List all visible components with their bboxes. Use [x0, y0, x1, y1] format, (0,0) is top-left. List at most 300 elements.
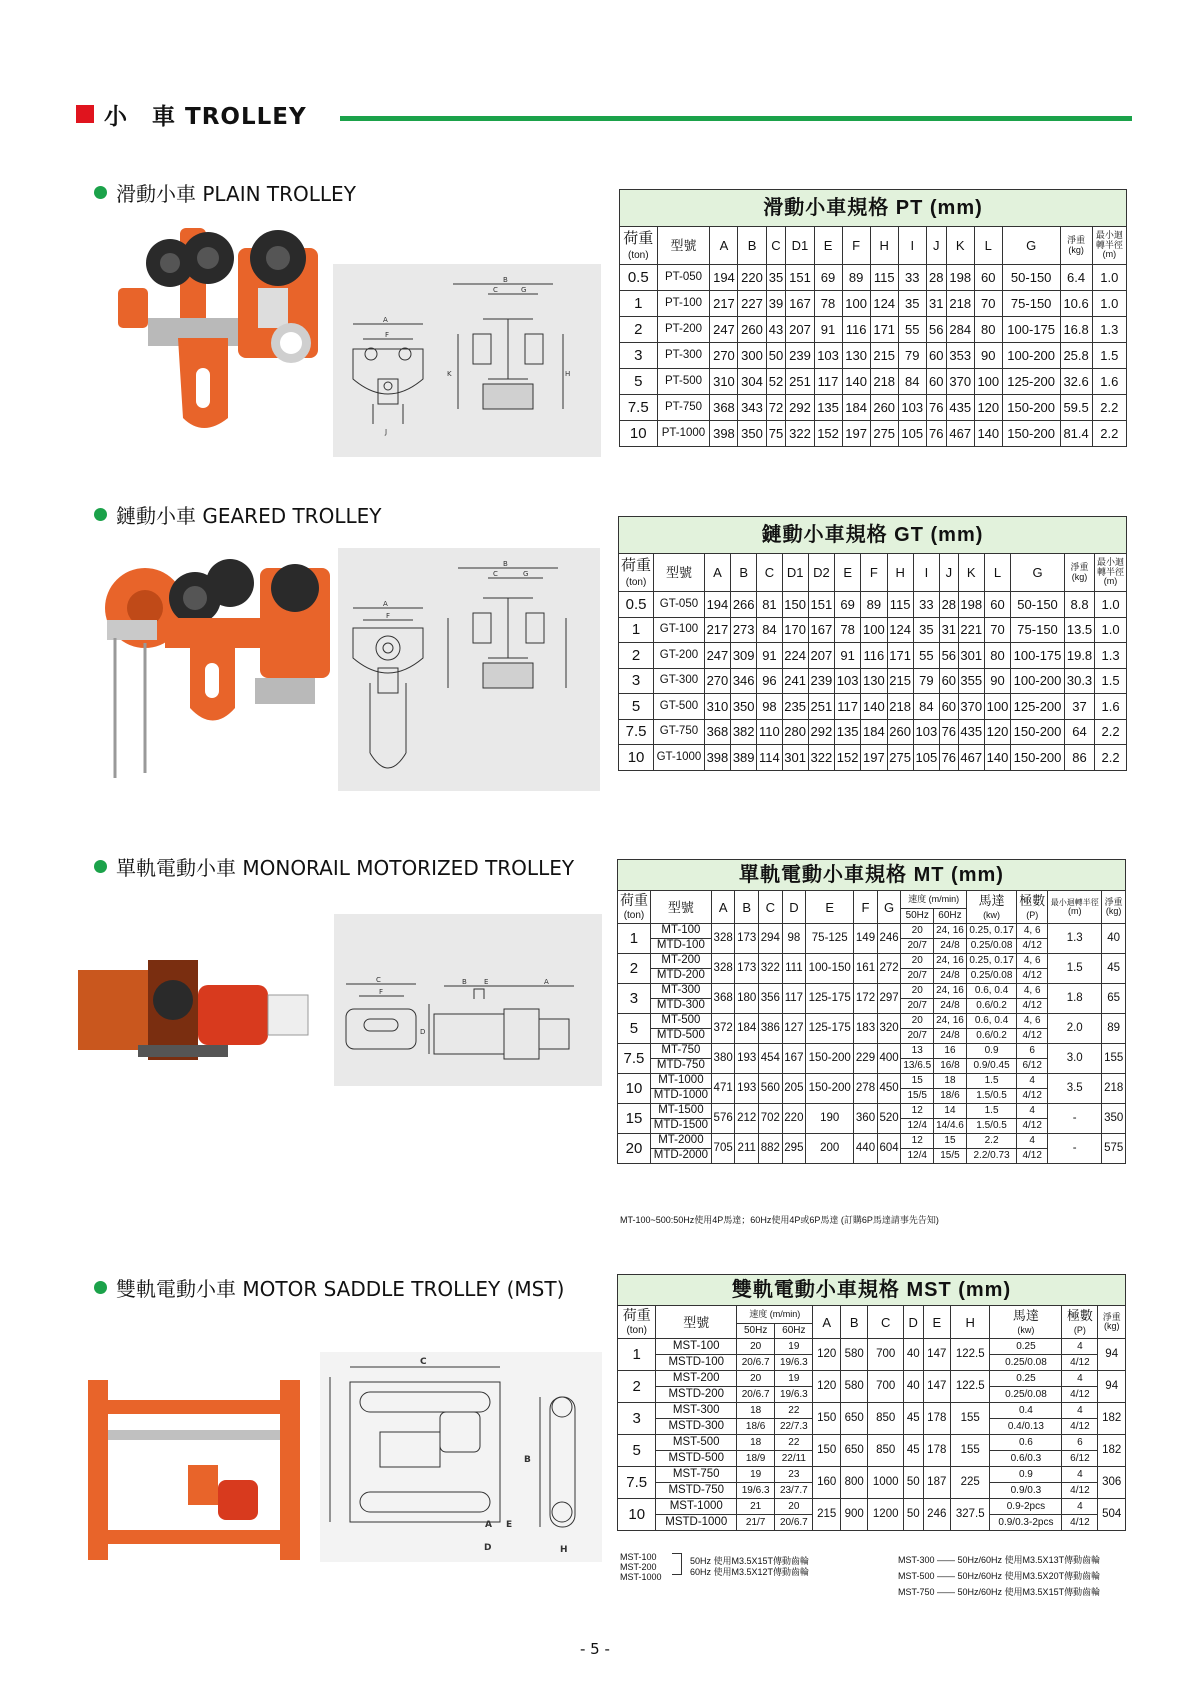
table-cell: 251: [808, 694, 834, 720]
table-cell: 13.5: [1064, 617, 1094, 643]
table-cell: 20/7: [901, 1029, 934, 1044]
table-cell: 0.6/0.3: [990, 1451, 1062, 1467]
table-cell: 5: [619, 694, 654, 720]
table-cell: 173: [735, 924, 759, 954]
table-cell: 43: [766, 317, 786, 343]
table-cell: 140: [842, 369, 870, 395]
table-cell: 1.3: [1092, 317, 1126, 343]
table-cell: 171: [887, 643, 913, 669]
table-cell: 900: [840, 1499, 868, 1531]
table-cell: 187: [923, 1467, 951, 1499]
table-cell: 12: [901, 1104, 934, 1119]
table-cell: 0.25: [990, 1371, 1062, 1387]
table-cell: 2: [619, 643, 654, 669]
table-cell: 4/12: [1062, 1355, 1098, 1371]
table-cell: MST-200: [656, 1371, 737, 1387]
table-cell: 125-175: [806, 984, 854, 1014]
table-cell: 4, 6: [1017, 924, 1048, 939]
table-cell: MTD-100: [650, 939, 711, 954]
table-cell: 50-150: [1011, 592, 1065, 618]
table-cell: 350: [738, 421, 766, 447]
table-cell: 2.2: [1095, 719, 1127, 745]
table-cell: 167: [808, 617, 834, 643]
table-cell: 0.9/0.3: [990, 1483, 1062, 1499]
table-cell: 1.8: [1048, 984, 1102, 1014]
table-cell: 227: [738, 291, 766, 317]
table-cell: 18/6: [934, 1089, 967, 1104]
table-cell: 198: [958, 592, 984, 618]
col-header: 淨重 (kg): [1060, 227, 1092, 265]
table-cell: 368: [704, 719, 730, 745]
table-cell: 292: [786, 395, 814, 421]
table-cell: 91: [814, 317, 842, 343]
table-cell: 140: [861, 694, 887, 720]
table-cell: 4/12: [1062, 1515, 1098, 1531]
table-cell: 198: [946, 265, 974, 291]
table-cell: 115: [887, 592, 913, 618]
monorail-trolley-photo: [78, 960, 310, 1075]
table-cell: 194: [710, 265, 738, 291]
svg-text:C: C: [420, 1357, 427, 1367]
pt-spec-table: 滑動小車規格 PT (mm) 荷重 (ton) 型號 A B C D1 E F H I J K L G 淨重 (kg) 最小迴 轉半徑 (m) 0.5 PT-050 194 220 35 151 69 89 115 33 28 198 60 50-150 6.4 1.0 1 PT-100 217 227 39 167 78 100 124 35 31 218 70 75-150 10.6 1.0 2 PT-200 247 260 43 207 91 116 171 55 56 284 80 100-175 16.8 1.3 3 PT-300 270 300 50 239 103 130 215 79 60 353 90 100-200 25.8 1.5 5 PT-500 310 304 52 251 117 140 218 84 60 370 100 125-200 32.6 1.6 7.5 PT-750 368 343 72 292 135 184 260 103 76 435 120 150-200 59.5 2.2 10 PT-1000 398 350 75 322 152 197 275 105 76 467 140 150-200 81.4 2.2: [619, 189, 1127, 447]
table-cell: 467: [946, 421, 974, 447]
table-cell: PT-300: [657, 343, 710, 369]
red-square-marker: [76, 105, 94, 123]
table-cell: 89: [1102, 1014, 1126, 1044]
table-cell: 35: [913, 617, 939, 643]
table-cell: 135: [835, 719, 861, 745]
table-cell: 20: [901, 924, 934, 939]
table-cell: 16/8: [934, 1059, 967, 1074]
table-row: [618, 984, 1126, 999]
table-row: [618, 1014, 1126, 1029]
table-cell: 20: [901, 954, 934, 969]
table-cell: 90: [974, 343, 1002, 369]
table-cell: 135: [814, 395, 842, 421]
table-cell: 702: [759, 1104, 783, 1134]
table-cell: 7.5: [619, 719, 654, 745]
table-cell: 284: [946, 317, 974, 343]
table-cell: 1.3: [1095, 643, 1127, 669]
table-cell: 24, 16: [934, 984, 967, 999]
table-cell: 207: [786, 317, 814, 343]
table-cell: 1.6: [1092, 369, 1126, 395]
table-cell: 3: [619, 668, 654, 694]
table-cell: 100-175: [1002, 317, 1060, 343]
table-cell: 167: [786, 291, 814, 317]
table-cell: 310: [704, 694, 730, 720]
table-cell: 4/12: [1017, 1119, 1048, 1134]
gt-table-caption: 鏈動小車規格 GT (mm): [619, 517, 1127, 554]
svg-text:H: H: [565, 370, 571, 378]
col-header: 荷重 (ton): [620, 227, 658, 265]
table-row: [618, 1467, 1126, 1483]
table-cell: MT-750: [650, 1044, 711, 1059]
table-cell: 247: [704, 643, 730, 669]
table-cell: 1.5/0.5: [966, 1119, 1016, 1134]
table-cell: 301: [958, 643, 984, 669]
table-cell: 215: [887, 668, 913, 694]
monorail-trolley-drawing: [334, 914, 602, 1086]
table-cell: 140: [984, 745, 1010, 771]
table-cell: 14: [934, 1104, 967, 1119]
table-cell: 4/12: [1062, 1419, 1098, 1435]
table-cell: 294: [759, 924, 783, 954]
table-cell: 882: [759, 1134, 783, 1164]
table-cell: 328: [711, 924, 735, 954]
table-cell: 0.9: [966, 1044, 1016, 1059]
svg-text:F: F: [379, 988, 384, 996]
table-cell: 60: [984, 592, 1010, 618]
table-cell: 368: [711, 984, 735, 1014]
table-cell: 0.9-2pcs: [990, 1499, 1062, 1515]
table-cell: 398: [704, 745, 730, 771]
table-cell: 20: [737, 1339, 775, 1355]
table-row: [619, 668, 1127, 694]
table-row: [620, 343, 1127, 369]
table-cell: 75: [766, 421, 786, 447]
table-cell: 13: [901, 1044, 934, 1059]
table-cell: 1200: [868, 1499, 903, 1531]
table-cell: 103: [814, 343, 842, 369]
pt-table-caption: 滑動小車規格 PT (mm): [620, 190, 1127, 227]
table-cell: 184: [842, 395, 870, 421]
table-cell: 215: [870, 343, 898, 369]
table-cell: 50-150: [1002, 265, 1060, 291]
table-cell: 0.9/0.3-2pcs: [990, 1515, 1062, 1531]
mst-note-right: MST-300 ―― 50Hz/60Hz 使用M3.5X13T傳動齒輪 MST-500 ―― 50Hz/60Hz 使用M3.5X20T傳動齒輪 MST-750 ―― 50Hz/60Hz 使用M3.5X15T傳動齒輪: [898, 1555, 1101, 1597]
table-cell: MSTD-750: [656, 1483, 737, 1499]
plain-trolley-drawing: [333, 264, 601, 457]
table-cell: MTD-200: [650, 969, 711, 984]
table-cell: 100-200: [1011, 668, 1065, 694]
table-cell: 150-200: [806, 1074, 854, 1104]
table-cell: 22/11: [775, 1451, 813, 1467]
table-cell: 1.5: [966, 1074, 1016, 1089]
table-cell: 197: [861, 745, 887, 771]
table-row: [618, 1403, 1126, 1419]
table-cell: 278: [854, 1074, 878, 1104]
table-cell: 24/8: [934, 969, 967, 984]
table-cell: 56: [940, 643, 959, 669]
table-cell: 20/6.7: [775, 1515, 813, 1531]
table-cell: 161: [854, 954, 878, 984]
mt-table-caption: 單軌電動小車規格 MT (mm): [618, 860, 1126, 891]
table-cell: GT-200: [654, 643, 705, 669]
table-cell: 224: [782, 643, 808, 669]
table-cell: 382: [731, 719, 757, 745]
table-cell: MST-300: [656, 1403, 737, 1419]
table-cell: 10: [618, 1074, 651, 1104]
table-cell: MSTD-100: [656, 1355, 737, 1371]
table-cell: 355: [958, 668, 984, 694]
table-cell: 152: [814, 421, 842, 447]
table-row: [619, 617, 1127, 643]
table-cell: 1.5: [966, 1104, 1016, 1119]
table-cell: 800: [840, 1467, 868, 1499]
table-cell: 0.6/0.2: [966, 999, 1016, 1014]
table-cell: 86: [1064, 745, 1094, 771]
table-cell: 35: [766, 265, 786, 291]
table-cell: 94: [1098, 1371, 1126, 1403]
table-cell: 19/6.3: [737, 1483, 775, 1499]
table-cell: 239: [808, 668, 834, 694]
table-cell: 604: [877, 1134, 901, 1164]
table-cell: 65: [1102, 984, 1126, 1014]
table-cell: 78: [814, 291, 842, 317]
table-cell: 150-200: [1002, 395, 1060, 421]
table-cell: PT-050: [657, 265, 710, 291]
table-cell: 0.6: [990, 1435, 1062, 1451]
table-cell: 4/12: [1017, 1149, 1048, 1164]
table-row: [619, 694, 1127, 720]
table-cell: 3.0: [1048, 1044, 1102, 1074]
table-cell: 151: [786, 265, 814, 291]
table-cell: 33: [913, 592, 939, 618]
table-cell: 3: [618, 984, 651, 1014]
table-cell: 3: [620, 343, 658, 369]
table-cell: 292: [808, 719, 834, 745]
plain-trolley-photo: [108, 218, 328, 448]
mt-spec-table: 單軌電動小車規格 MT (mm) 荷重 (ton) 型號 A B C D E F G 速度 (m/min) 馬達 (kw) 極數 (P) 最小迴轉半徑 (m) 淨重 (kg) 50Hz 60Hz 1 MT-100 328 173 294 98 75-125 149 246 20 24, 16 0.25, 0.17 4, 6 1.3 40 MTD-100 20/7 24/8 0.25/0.08 4/12 2 MT-200 328 173 322 111 100-150 161 272 20 24, 16 0.25, 0.17 4, 6 1.5 45 MTD-200 20/7 24/8 0.25/0.08 4/12 3 MT-300 368 180 356 117 125-175 172 297 20 24, 16 0.6, 0.4 4, 6 1.8 65 MTD-300 20/7 24/8 0.6/0.2 4/12 5 MT-500 372 184 386 127 125-175 183 320 20 24, 16 0.6, 0.4 4, 6 2.0 89 MTD-500 20/7 24/8 0.6/0.2 4/12 7.5 MT-750 380 193 454 167 150-200 229 400 13 16 0.9 6 3.0 155 MTD-750 13/6.5 16/8 0.9/0.45 6/12 10 MT-1000 471 193 560 205 150-200 278 450 15 18 1.5 4 3.5 218 MTD-1000 15/5 18/6 1.5/0.5 4/12 15 MT-1500 576 212 702 220 190 360 520 12 14 1.5 4 - 350 MTD-1500 12/4 14/4.6 1.5/0.5 4/12 20 MT-2000 705 211 882 295 200 440 604 12 15 2.2 4 - 575 MTD-2000 12/4 15/5 2.2/0.73 4/12: [617, 859, 1126, 1164]
table-cell: MTD-300: [650, 999, 711, 1014]
table-cell: 127: [782, 1014, 806, 1044]
table-cell: 218: [1102, 1074, 1126, 1104]
table-cell: 220: [782, 1104, 806, 1134]
table-cell: 272: [877, 954, 901, 984]
table-cell: 21/7: [737, 1515, 775, 1531]
svg-text:C: C: [376, 976, 381, 984]
svg-text:J: J: [385, 428, 388, 436]
table-cell: 0.5: [619, 592, 654, 618]
table-cell: 69: [814, 265, 842, 291]
table-cell: 304: [738, 369, 766, 395]
table-cell: MT-500: [650, 1014, 711, 1029]
table-cell: 6/12: [1017, 1059, 1048, 1074]
table-cell: 40: [1102, 924, 1126, 954]
table-cell: 120: [813, 1371, 841, 1403]
table-cell: 4: [1017, 1134, 1048, 1149]
table-cell: 94: [1098, 1339, 1126, 1371]
table-cell: 19/6.3: [775, 1355, 813, 1371]
table-cell: 360: [854, 1104, 878, 1134]
table-cell: MSTD-1000: [656, 1515, 737, 1531]
mst-spec-table: 雙軌電動小車規格 MST (mm) 荷重 (ton) 型號 速度 (m/min) A B C D E H 馬達 (kw) 極數 (P) 淨重 (kg) 50Hz 60Hz 1 MST-100 20 19 120 580 700 40 147 122.5 0.25 4 94 MSTD-100 20/6.7 19/6.3 0.25/0.08 4/12 2 MST-200 20 19 120 580 700 40 147 122.5 0.25 4 94 MSTD-200 20/6.7 19/6.3 0.25/0.08 4/12 3 MST-300 18 22 150 650 850 45 178 155 0.4 4 182 MSTD-300 18/6 22/7.3 0.4/0.13 4/12 5 MST-500 18 22 150 650 850 45 178 155 0.6 6 182 MSTD-500 18/9 22/11 0.6/0.3 6/12 7.5 MST-750 19 23 160 800 1000 50 187 225 0.9 4 306 MSTD-750 19/6.3 23/7.7 0.9/0.3 4/12 10 MST-1000 21 20 215 900 1200 50 246 327.5 0.9-2pcs 4 504 MSTD-1000 21/7 20/6.7 0.9/0.3-2pcs 4/12: [617, 1274, 1126, 1531]
table-cell: 0.6, 0.4: [966, 1014, 1016, 1029]
table-cell: 117: [814, 369, 842, 395]
gt-spec-table: 鏈動小車規格 GT (mm) 荷重 (ton) 型號 A B C D1 D2 E F H I J K L G 淨重 (kg) 最小迴 轉半徑 (m) 0.5 GT-050 194 266 81 150 151 69 89 115 33 28 198 60 50-150 8.8 1.0 1 GT-100 217 273 84 170 167 78 100 124 35 31 221 70 75-150 13.5 1.0 2 GT-200 247 309 91 224 207 91 116 171 55 56 301 80 100-175 19.8 1.3 3 GT-300 270 346 96 241 239 103 130 215 79 60 355 90 100-200 30.3 1.5 5 GT-500 310 350 98 235 251 117 140 218 84 60 370 100 125-200 37 1.6 7.5 GT-750 368 382 110 280 292 135 184 260 103 76 435 120 150-200 64 2.2 10 GT-1000 398 389 114 301 322 152 197 275 105 76 467 140 150-200 86 2.2: [618, 516, 1127, 771]
table-cell: 79: [913, 668, 939, 694]
table-cell: 100: [861, 617, 887, 643]
table-cell: 13/6.5: [901, 1059, 934, 1074]
table-cell: 160: [813, 1467, 841, 1499]
table-cell: 370: [946, 369, 974, 395]
table-cell: 100: [842, 291, 870, 317]
table-cell: 700: [868, 1339, 903, 1371]
table-cell: 18: [934, 1074, 967, 1089]
table-cell: 184: [735, 1014, 759, 1044]
table-cell: 76: [926, 421, 946, 447]
table-cell: 6/12: [1062, 1451, 1098, 1467]
table-cell: 273: [731, 617, 757, 643]
table-cell: 0.25, 0.17: [966, 954, 1016, 969]
table-row: [620, 317, 1127, 343]
table-cell: 20: [737, 1371, 775, 1387]
table-cell: 22/7.3: [775, 1419, 813, 1435]
table-cell: 155: [951, 1403, 990, 1435]
table-cell: 24, 16: [934, 1014, 967, 1029]
table-cell: 120: [984, 719, 1010, 745]
table-cell: 130: [861, 668, 887, 694]
table-cell: 81.4: [1060, 421, 1092, 447]
table-cell: 40: [903, 1371, 923, 1403]
table-cell: 75-125: [806, 924, 854, 954]
table-cell: 6.4: [1060, 265, 1092, 291]
table-cell: 4/12: [1017, 969, 1048, 984]
svg-text:A: A: [383, 316, 388, 324]
table-row: [618, 954, 1126, 969]
table-cell: 147: [923, 1339, 951, 1371]
table-cell: 16.8: [1060, 317, 1092, 343]
table-cell: MSTD-500: [656, 1451, 737, 1467]
table-cell: 149: [854, 924, 878, 954]
bullet-icon: [94, 860, 107, 873]
svg-text:G: G: [521, 286, 527, 294]
table-cell: 372: [711, 1014, 735, 1044]
table-cell: 300: [738, 343, 766, 369]
svg-text:G: G: [523, 570, 529, 578]
table-cell: 576: [711, 1104, 735, 1134]
bullet-icon: [94, 186, 107, 199]
svg-text:A: A: [544, 978, 549, 986]
table-cell: 172: [854, 984, 878, 1014]
table-cell: 21: [737, 1499, 775, 1515]
table-cell: 266: [731, 592, 757, 618]
svg-text:K: K: [447, 370, 452, 378]
table-cell: 69: [835, 592, 861, 618]
saddle-trolley-photo: [88, 1370, 300, 1570]
svg-text:B: B: [462, 978, 467, 986]
table-cell: 0.6, 0.4: [966, 984, 1016, 999]
table-cell: 84: [913, 694, 939, 720]
table-cell: 35: [898, 291, 926, 317]
table-cell: 76: [926, 395, 946, 421]
table-cell: 440: [854, 1134, 878, 1164]
table-cell: 275: [887, 745, 913, 771]
table-cell: 1.0: [1095, 592, 1127, 618]
table-cell: 20/7: [901, 939, 934, 954]
table-cell: 20: [618, 1134, 651, 1164]
table-cell: 322: [759, 954, 783, 984]
table-cell: 50: [903, 1467, 923, 1499]
table-cell: 100-150: [806, 954, 854, 984]
table-cell: 20/7: [901, 999, 934, 1014]
table-cell: 18/6: [737, 1419, 775, 1435]
table-cell: 580: [840, 1339, 868, 1371]
table-cell: 241: [782, 668, 808, 694]
svg-text:D: D: [420, 1028, 426, 1036]
table-cell: 155: [1102, 1044, 1126, 1074]
table-cell: 116: [842, 317, 870, 343]
table-cell: 850: [868, 1403, 903, 1435]
table-cell: 6: [1017, 1044, 1048, 1059]
svg-text:A: A: [485, 1520, 492, 1530]
table-cell: 0.25: [990, 1339, 1062, 1355]
table-cell: 171: [870, 317, 898, 343]
table-cell: 19: [775, 1371, 813, 1387]
table-cell: 56: [926, 317, 946, 343]
table-cell: 270: [710, 343, 738, 369]
table-cell: 100-200: [1002, 343, 1060, 369]
table-cell: 218: [887, 694, 913, 720]
table-cell: 12/4: [901, 1119, 934, 1134]
table-row: [620, 265, 1127, 291]
table-cell: 20: [901, 1014, 934, 1029]
table-cell: 81: [757, 592, 782, 618]
table-cell: 19: [737, 1467, 775, 1483]
table-cell: 389: [731, 745, 757, 771]
table-cell: 72: [766, 395, 786, 421]
table-row: [620, 291, 1127, 317]
table-cell: 15: [901, 1074, 934, 1089]
table-cell: 435: [958, 719, 984, 745]
table-cell: 28: [926, 265, 946, 291]
table-cell: 200: [806, 1134, 854, 1164]
saddle-trolley-drawing: [320, 1352, 602, 1562]
table-cell: 297: [877, 984, 901, 1014]
col-header: 型號: [657, 227, 710, 265]
table-cell: 15: [618, 1104, 651, 1134]
svg-text:F: F: [386, 612, 391, 620]
table-cell: 4/12: [1017, 1089, 1048, 1104]
table-cell: 122.5: [951, 1339, 990, 1371]
table-cell: 0.25/0.08: [990, 1355, 1062, 1371]
table-cell: 4/12: [1017, 999, 1048, 1014]
table-cell: 150-200: [1011, 719, 1065, 745]
table-cell: 76: [940, 745, 959, 771]
table-cell: 350: [731, 694, 757, 720]
table-cell: 140: [974, 421, 1002, 447]
table-cell: 22: [775, 1435, 813, 1451]
table-cell: 221: [958, 617, 984, 643]
table-cell: 39: [766, 291, 786, 317]
table-cell: 18: [737, 1435, 775, 1451]
table-cell: GT-050: [654, 592, 705, 618]
table-row: [618, 1435, 1126, 1451]
table-cell: MTD-1000: [650, 1089, 711, 1104]
section-title-geared: 鏈動小車 GEARED TROLLEY: [94, 500, 381, 529]
table-cell: 700: [868, 1371, 903, 1403]
mst-note-bracket: [672, 1553, 682, 1575]
table-cell: 45: [903, 1403, 923, 1435]
table-cell: 1.3: [1048, 924, 1102, 954]
table-cell: 6: [1062, 1435, 1098, 1451]
table-cell: GT-1000: [654, 745, 705, 771]
table-cell: 435: [946, 395, 974, 421]
mst-note-left-text: 50Hz 使用M3.5X15T傳動齒輪 60Hz 使用M3.5X12T傳動齒輪: [690, 1556, 810, 1577]
table-cell: 50: [766, 343, 786, 369]
table-cell: 320: [877, 1014, 901, 1044]
bullet-icon: [94, 1281, 107, 1294]
table-row: [619, 719, 1127, 745]
table-cell: 295: [782, 1134, 806, 1164]
table-cell: 70: [984, 617, 1010, 643]
table-cell: 167: [782, 1044, 806, 1074]
table-cell: 5: [618, 1435, 656, 1467]
table-row: [620, 421, 1127, 447]
table-cell: 24/8: [934, 1029, 967, 1044]
table-cell: 98: [757, 694, 782, 720]
